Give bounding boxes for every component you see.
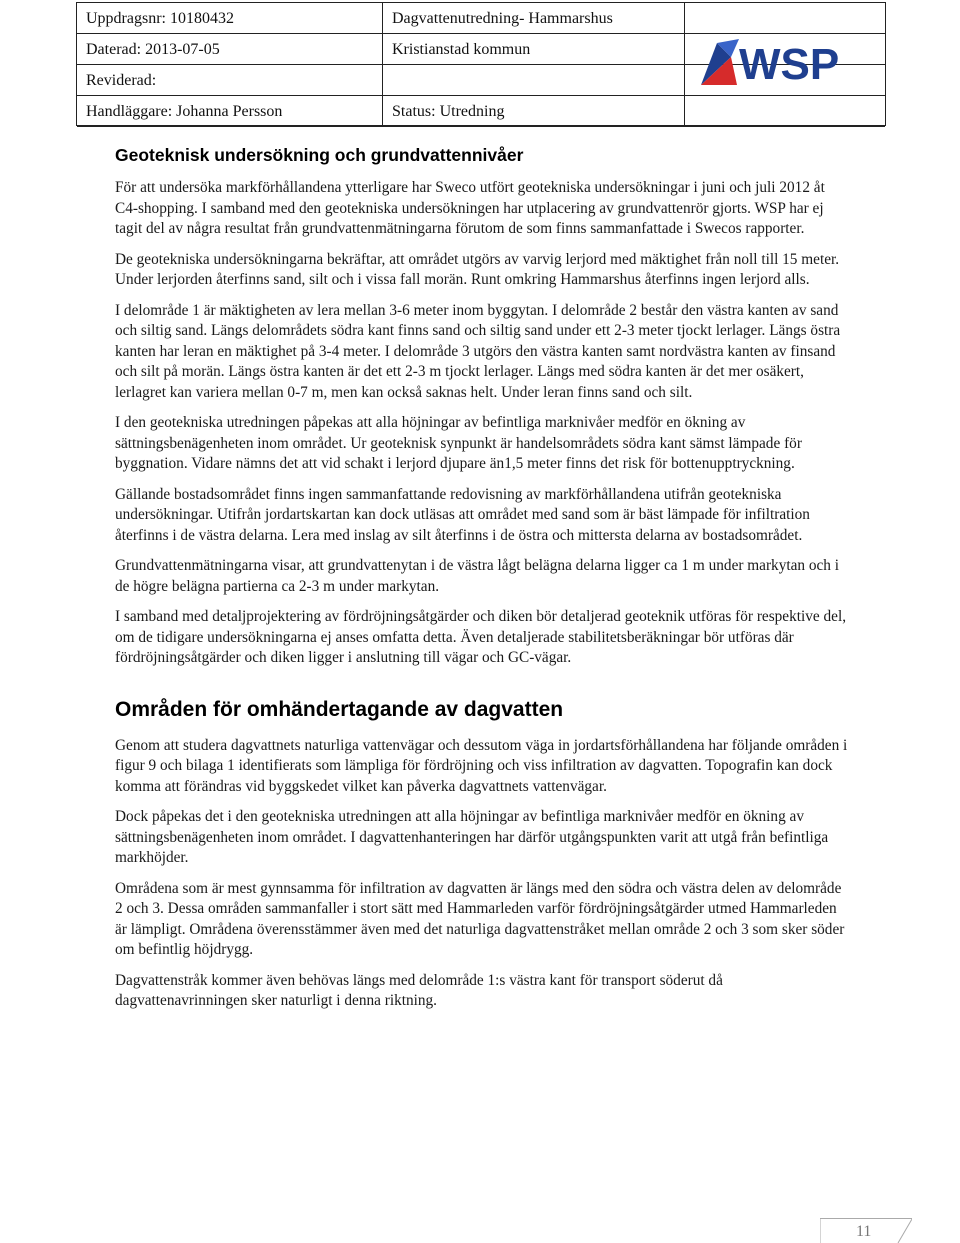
paragraph: Gällande bostadsområdet finns ingen sammanfattande redovisning av markförhållandena utifrån geotekniska undersökningar. Utifrån jordartskartan kan dock utläsas att området med sand som är bäst lämpade för infiltration återfinns i de västra delarna. Lera med inslag av silt återfinns i de östra och mittersta delarna av bostadsområdet.: [115, 485, 810, 544]
paragraph: I samband med detaljprojektering av fördröjningsåtgärder och diken bör detaljerad geoteknik utföras för respektive del, om de tidigare undersökningarna ej anses omfatta detta. Även detaljerade stabilitetsberäkningar bör utföras där fördröjningsåtgärder och diken ligger i anslutning till vägar och GC-vägar.: [115, 608, 847, 666]
dated: Daterad: 2013-07-05: [77, 34, 383, 64]
page-number: 11: [856, 1223, 872, 1240]
empty-cell: [383, 65, 685, 95]
municipality: Kristianstad kommun: [383, 34, 685, 64]
section-heading: Geoteknisk undersökning och grundvattennivåer: [115, 145, 524, 165]
wsp-logo-icon: [697, 35, 867, 93]
revised: Reviderad:: [77, 65, 383, 95]
logo-text: WSP: [739, 40, 840, 89]
assignment-number: Uppdragsnr: 10180432: [77, 3, 383, 33]
paragraph: Områdena som är mest gynnsamma för infiltration av dagvatten är längs med den södra och västra delen av delområde 2 och 3. Dessa områden sammanfaller i stort sätt med Hammarleden varför fördröjningsåtgärder utmed Hammarleden är lämpligt. Områdena överensstämmer även med det naturliga dagvattenstråket mellan område 2 och 3 som sker söder om befintlig höjdrygg.: [115, 879, 845, 958]
wsp-logo: [685, 3, 885, 125]
project-title: Dagvattenutredning- Hammarshus: [383, 3, 685, 33]
paragraph: Genom att studera dagvattnets naturliga vattenvägar och dessutom väga in jordartsförhållandena har följande områden i figur 9 och bilaga 1 identifierats som lämpliga för fördröjning och viss infiltration av dagvatten. Topografin kan dock komma att förändras vid byggskedet vilket kan påverka dagvattnets vattenvägar.: [115, 736, 848, 795]
page-number-box: [820, 1218, 912, 1243]
paragraph: Grundvattenmätningarna visar, att grundvattenytan i de västra lågt belägna delarna ligger ca 1 m under markytan och i de högre belägna partierna ca 2-3 m under markytan.: [115, 557, 840, 595]
status: Status: Utredning: [383, 96, 685, 126]
paragraph: Dagvattenstråk kommer även behövas längs med delområde 1:s västra kant för transport söderut då dagvattenavrinningen sker naturligt i denna riktning.: [115, 971, 723, 1009]
paragraph: De geotekniska undersökningarna bekräftar, att området utgörs av varvig lerjord med mäktighet från noll till 15 meter. Under lerjorden återfinns sand, silt och i vissa fall morän. Runt omkring Hammarshus återfinns ingen lerjord alls.: [115, 250, 840, 288]
handler: Handläggare: Johanna Persson: [77, 96, 383, 126]
paragraph: I den geotekniska utredningen påpekas att alla höjningar av befintliga marknivåer medför en ökning av sättningsbenägenheten inom området. Ur geoteknisk synpunkt är handelsområdets södra kant sämst lämpade för byggnation. Vidare nämns det att vid schakt i lerjord djupare än1,5 meter finns det risk för bottenupptryckning.: [115, 414, 802, 472]
section-heading: Områden för omhändertagande av dagvatten: [115, 697, 564, 721]
paragraph: Dock påpekas det i den geotekniska utredningen att alla höjningar av befintliga marknivåer medför en ökning av sättningsbenägenheten inom området. I dagvattenhanteringen har därför utgångspunkten varit att utgå från befintliga markhöjder.: [115, 808, 829, 866]
main-content: [115, 142, 850, 1022]
paragraph: I delområde 1 är mäktigheten av lera mellan 3-6 meter inom byggytan. I delområde 2 består den västra kanten av sand och siltig sand. Längs delområdets södra kant finns sand och siltig sand under ett 2-3 meter tjockt lerlager. Längs östra kanten har leran en mäktighet på 3-4 meter. I delområde 3 utgörs den västra kanten samt nordvästra kanten av finsand och silt på morän. Längs östra kanten är det ett 2-3 m tjockt lerlager. Längs med södra kanten är det mer osäkert, lerlagret kan variera mellan 0-7 m, men kan också saknas helt. Under leran finns sand och silt.: [115, 301, 841, 401]
document-header: [76, 2, 886, 126]
paragraph: För att undersöka markförhållandena ytterligare har Sweco utfört geotekniska undersökningar i juni och juli 2012 åt C4-shopping. I samband med den geotekniska undersökningen har utplacering av grundvattenrör gjorts. WSP har ej tagit del av några resultat från grundvattenmätningarna förutom de som finns sammanfattade i Swecos rapporter.: [115, 179, 825, 237]
